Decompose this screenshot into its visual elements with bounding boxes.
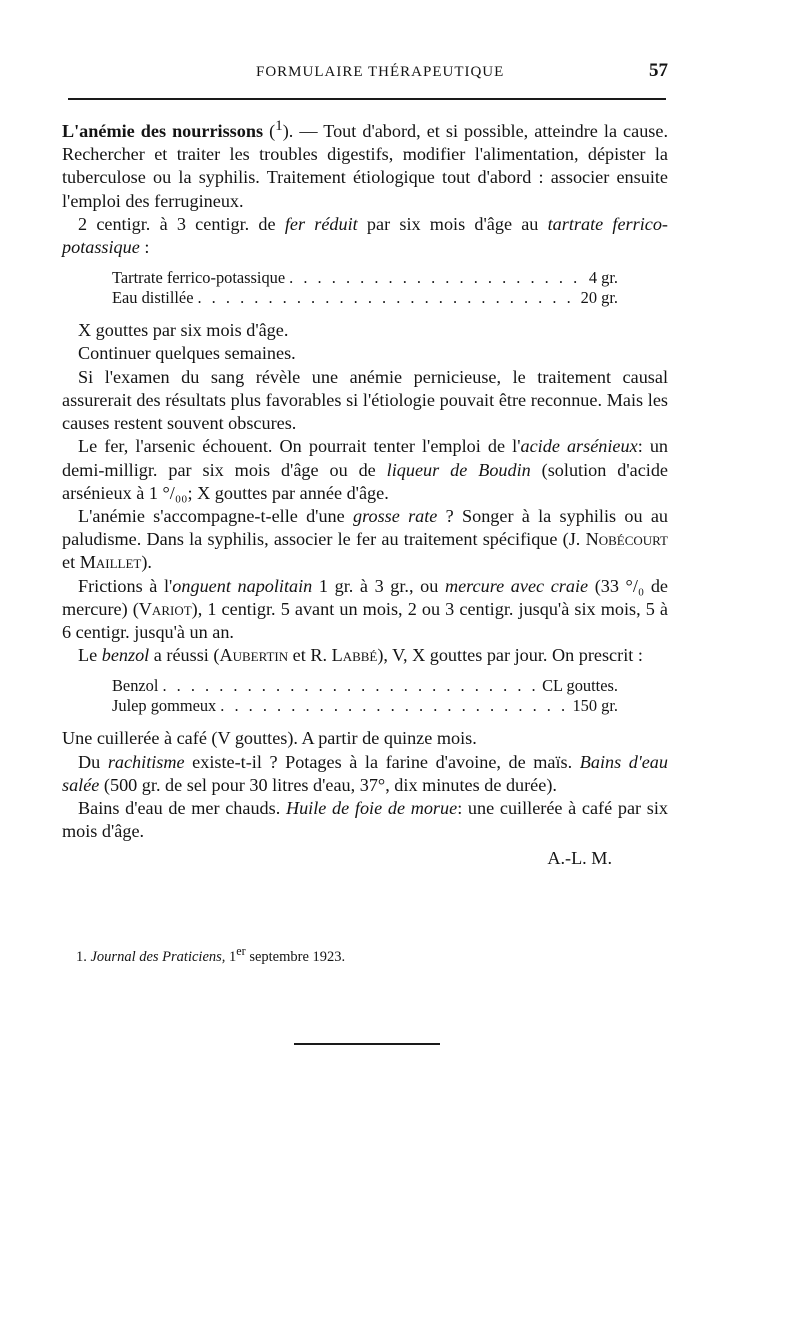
paragraph-examen: Si l'examen du sang révèle une anémie pernicieuse, le traitement causal assurerait des résultats plus favorables si l'étiologie pouvait être reconnue. Mais les causes restent souvent obscures. xyxy=(62,366,668,434)
paragraph-fer-reduit: 2 centigr. à 3 centigr. de fer réduit par six mois d'âge au tartrate ferrico-potassique : xyxy=(62,213,668,258)
leader-dots xyxy=(289,268,585,288)
footnote-marker: 1 xyxy=(275,117,283,134)
author-signature: A.-L. M. xyxy=(547,848,612,869)
recipe-line xyxy=(112,288,618,308)
ingredient-name: Julep gommeux xyxy=(112,696,217,716)
end-rule xyxy=(294,1043,440,1045)
paragraph-frictions: Frictions à l'onguent napolitain 1 gr. à 3 gr., ou mercure avec craie (33 °/₀ de mercure) (Variot), 1 centigr. 5 avant un mois, 2 ou 3 centigr. jusqu'à six mois, 5 à 6 centigr. jusqu'à un an. xyxy=(62,575,668,642)
paragraph-bains: Bains d'eau de mer chauds. Huile de foie de morue: une cuillerée à café par six mois d'âge. xyxy=(62,797,669,842)
footnote-source: Journal des Praticiens, xyxy=(90,948,226,965)
paragraph-arsenic: Le fer, l'arsenic échouent. On pourrait tenter l'emploi de l'acide arsénieux: un demi-milligr. par six mois d'âge ou de liqueur de Boudin (solution d'acide arsénieux à 1 °/₀₀; X gouttes par année d'âge. xyxy=(62,436,669,503)
running-title: FORMULAIRE THÉRAPEUTIQUE xyxy=(256,64,505,80)
ingredient-quantity: CL gouttes. xyxy=(542,676,618,696)
recipe-line xyxy=(112,696,618,716)
leader-dots xyxy=(220,696,568,716)
article-body xyxy=(62,114,668,871)
paragraph-grosse-rate: L'anémie s'accompagne-t-elle d'une grosse rate ? Songer à la syphilis ou au paludisme. Dans la syphilis, associer le fer au traitement spécifique (J. Nobécourt et Maillet). xyxy=(62,505,669,573)
ingredient-quantity: 4 gr. xyxy=(588,268,618,288)
paragraph-cuilleree: Une cuillerée à café (V gouttes). A partir de quinze mois. xyxy=(62,728,477,749)
recipe-line xyxy=(112,268,618,288)
footnote: 1. Journal des Praticiens, 1er septembre 1923. xyxy=(76,944,346,965)
ingredient-quantity: 150 gr. xyxy=(572,696,618,716)
recipe-line xyxy=(112,676,618,696)
footnote-number: 1. xyxy=(76,948,87,965)
leader-dots xyxy=(197,288,576,308)
section-title: L'anémie des nourrissons xyxy=(62,121,264,142)
paragraph-benzol: Le benzol a réussi (Aubertin et R. Labbé), V, X gouttes par jour. On prescrit : xyxy=(78,645,643,666)
header-rule xyxy=(68,98,666,100)
ingredient-name: Tartrate ferrico-potassique xyxy=(112,268,286,288)
paragraph-dose: X gouttes par six mois d'âge. xyxy=(78,320,289,341)
ingredient-name: Eau distillée xyxy=(112,288,194,308)
page-number: 57 xyxy=(649,60,668,81)
prescription-tartrate xyxy=(112,268,618,308)
paragraph-continuer: Continuer quelques semaines. xyxy=(78,343,296,364)
ingredient-name: Benzol xyxy=(112,676,159,696)
leader-dots xyxy=(162,676,538,696)
section-intro-paragraph: L'anémie des nourrissons ($^1$). — Tout d'abord, et si possible, atteindre la cause. Rechercher et traiter les troubles digestifs, modifier l'alimentation, dépister la tuberculose ou la syphilis. Traitement étiologique tout d'abord : associer ensuite l'emploi des ferrugineux. xyxy=(62,117,668,211)
page-header xyxy=(62,60,668,90)
prescription-benzol xyxy=(112,676,618,716)
ingredient-quantity: 20 gr. xyxy=(580,288,618,308)
paragraph-rachitisme: Du rachitisme existe-t-il ? Potages à la farine d'avoine, de maïs. Bains d'eau salée (500 gr. de sel pour 30 litres d'eau, 37°, dix minutes de durée). xyxy=(62,751,668,795)
